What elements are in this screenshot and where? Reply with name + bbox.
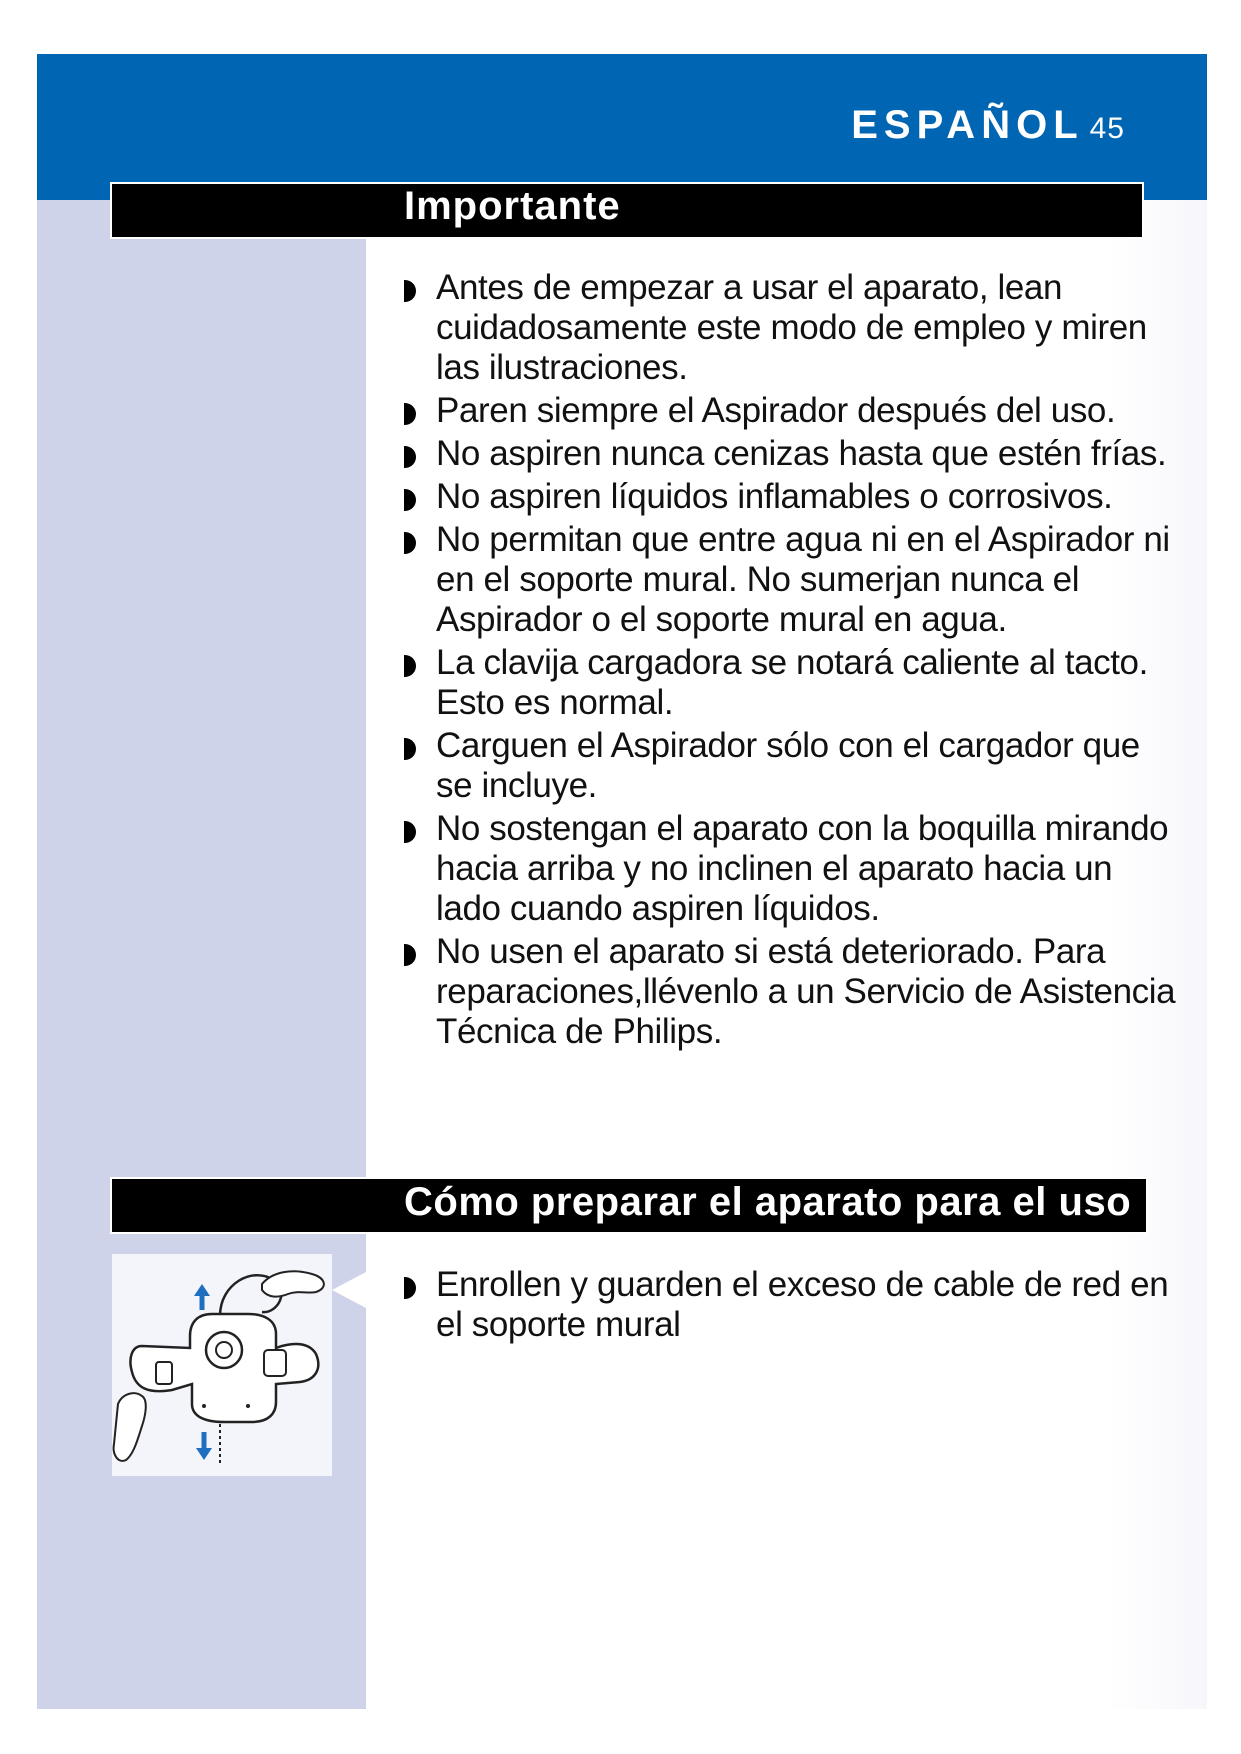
list-item-text: Carguen el Aspirador sólo con el cargador que se incluye. [436,726,1140,805]
bullet-icon [404,655,416,677]
list-item [404,477,1184,517]
importante-list [404,268,1184,1055]
left-sidebar-band [37,200,366,1709]
list-item-text: No permitan que entre agua ni en el Aspirador ni en el soporte mural. No sumerjan nunca el Aspirador o el soporte mural en agua. [436,520,1170,639]
bullet-icon [404,489,416,511]
wall-holder-illustration [112,1254,332,1476]
list-item [404,520,1184,640]
list-item [404,434,1184,474]
header-language-label [851,100,1125,154]
list-item-text: No sostengan el aparato con la boquilla mirando hacia arriba y no inclinen el aparato hacia un lado cuando aspiren líquidos. [436,809,1169,928]
illustration-pointer [332,1272,366,1308]
list-item-text: No aspiren líquidos inflamables o corrosivos. [436,477,1113,516]
bullet-icon [404,532,416,554]
bullet-icon [404,446,416,468]
bullet-icon [404,821,416,843]
list-item [404,726,1184,806]
bullet-icon [404,738,416,760]
list-item [404,643,1184,723]
section-bar-importante [112,184,1142,237]
bullet-icon [404,403,416,425]
list-item [404,809,1184,929]
bullet-icon [404,1277,416,1299]
list-item [404,1265,1184,1345]
language-text: ESPAÑOL [851,103,1084,147]
list-item-text: Antes de empezar a usar el aparato, lean cuidadosamente este modo de empleo y miren las ilustraciones. [436,268,1147,387]
list-item-text: Paren siempre el Aspirador después del uso. [436,391,1116,430]
list-item-text: No usen el aparato si está deteriorado. Para reparaciones,llévenlo a un Servicio de Asistencia Técnica de Philips. [436,932,1176,1051]
list-item [404,391,1184,431]
preparar-list [404,1265,1184,1348]
list-item [404,268,1184,388]
list-item-text: Enrollen y guarden el exceso de cable de red en el soporte mural [436,1265,1169,1344]
list-item [404,932,1184,1052]
section-title-preparar: Cómo preparar el aparato para el uso [404,1180,1132,1224]
list-item-text: La clavija cargadora se notará caliente al tacto. Esto es normal. [436,643,1148,722]
list-item-text: No aspiren nunca cenizas hasta que estén frías. [436,434,1167,473]
bullet-icon [404,944,416,966]
page-number: 45 [1089,112,1125,145]
section-title-importante: Importante [404,184,621,228]
bullet-icon [404,280,416,302]
